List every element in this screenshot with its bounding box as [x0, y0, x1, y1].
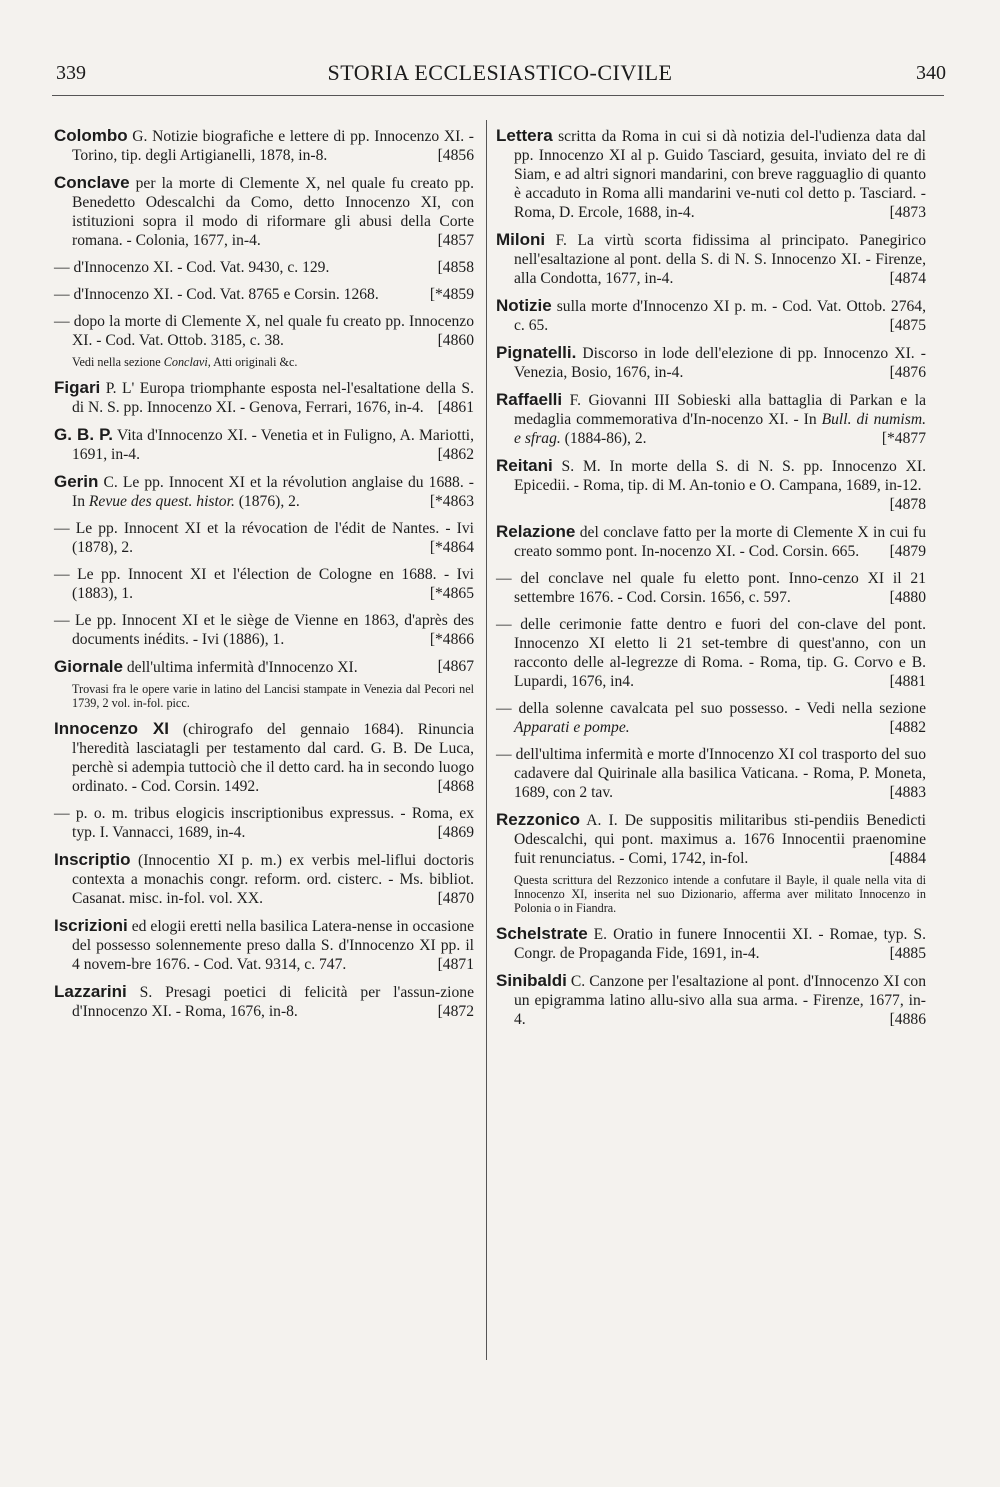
entry-4877: Raffaelli F. Giovanni III Sobieski alla battaglia di Parkan e la medaglia commemorativa d'In-nocenzo XI. - In Bull. di numism. e sfrag. (1884-86), 2. [*4877 [496, 390, 926, 447]
entry-number: [4872 [437, 1003, 474, 1020]
entry-4864: — Le pp. Innocent XI et la révocation de l'édit de Nantes. - Ivi (1878), 2. [*4864 [54, 520, 474, 556]
entry-4862: G. B. P. Vita d'Innocenzo XI. - Venetia et in Fuligno, A. Mariotti, 1691, in-4. [4862 [54, 425, 475, 463]
entry-4885: Schelstrate E. Oratio in funere Innocentii XI. - Romae, typ. S. Congr. de Propaganda Fide, 1691, in-4. [4885 [496, 924, 926, 962]
entry-4886: Sinibaldi C. Canzone per l'esaltazione al pont. d'Innocenzo XI con un epigramma latino allu-sivo alla sua arma. - Firenze, 1677, in-4. [4886 [496, 971, 926, 1028]
entry-number: [4869 [437, 824, 474, 841]
entry-4881: — delle cerimonie fatte dentro e fuori del con-clave del pont. Innocenzo XI eletto li 21 set-tembre di quest'anno, con un racconto delle al-legrezze di Roma. - Roma, tip. G. Corvo e B. Lupardi, 1676, in4. [4881 [496, 616, 926, 690]
entry-4868: Innocenzo XI (chirografo del gennaio 1684). Rinuncia l'heredità lasciatagli per testamento dal card. G. B. De Luca, perchè si adempia tuttociò che il detto card. ha in secondo luogo ordinato. - Cod. Corsin. 1492. [4868 [54, 719, 474, 795]
entry-4874: Miloni F. La virtù scorta fidissima al principato. Panegirico nell'esaltazione al pont. della S. di N. S. Innocenzo XI. - Firenze, alla Condotta, 1677, in-4. [4874 [496, 230, 926, 287]
entry-4878: Reitani S. M. In morte della S. di N. S. pp. Innocenzo XI. Epicedii. - Roma, tip. di M. An-tonio e O. Campana, 1689, in-12. [4878 [496, 456, 926, 513]
entry-number: [4879 [889, 543, 926, 560]
entry-4880: — del conclave nel quale fu eletto pont. Inno-cenzo XI il 21 settembre 1676. - Cod. Corsin. 1656, c. 597. [4880 [496, 570, 926, 606]
header-rule [52, 95, 944, 96]
entry-4858: — d'Innocenzo XI. - Cod. Vat. 9430, c. 129. [4858 [54, 259, 474, 276]
entry-4860: — dopo la morte di Clemente X, nel quale fu creato pp. Innocenzo XI. - Cod. Vat. Ottob. 3185, c. 38. [4860 [54, 313, 474, 349]
entry-number: [4883 [889, 784, 926, 801]
entry-4856: Colombo G. Notizie biografiche e lettere di pp. Innocenzo XI. - Torino, tip. degli Artigianelli, 1878, in-8. [4856 [54, 126, 474, 164]
entry-number: [4874 [889, 270, 926, 287]
entry-number: [4856 [437, 147, 474, 164]
entry-number: [4860 [437, 332, 474, 349]
entry-4871: Iscrizioni ed elogii eretti nella basilica Latera-nense in occasione del possesso solennemente preso dalla S. d'Innocenzo XI pp. il 4 novem-bre 1676. - Cod. Vat. 9314, c. 747. [4871 [54, 916, 474, 973]
entry-number: [4871 [437, 956, 474, 973]
entry-number: [*4863 [429, 493, 474, 510]
page-number-left: 339 [56, 62, 86, 84]
entry-number: [*4864 [429, 539, 474, 556]
entry-4869: — p. o. m. tribus elogicis inscriptionibus expressus. - Roma, ex typ. I. Vannacci, 1689, in-4. [4869 [54, 805, 474, 841]
entry-number: [4881 [889, 673, 926, 690]
right-column [496, 126, 926, 1037]
entry-note: Vedi nella sezione Conclavi, Atti originali &c. [72, 355, 298, 369]
entry-4873: Lettera scritta da Roma in cui si dà notizia del-l'udienza data dal pp. Innocenzo XI al p. Guido Tasciard, gesuita, inviato del re di Siam, e ad altri signori mandarini, con breve ragguaglio di quanto è accaduto in Roma alli mandarini ve-nuti col detto p. Tasciard. - Roma, D. Ercole, 1688, in-4. [4873 [496, 126, 926, 221]
entry-4879: Relazione del conclave fatto per la morte di Clemente X in cui fu creato sommo pont. In-nocenzo XI. - Cod. Corsin. 665. [4879 [496, 522, 926, 560]
entry-number: [4862 [437, 446, 474, 463]
entry-number: [4858 [437, 259, 474, 276]
entry-4863: Gerin C. Le pp. Innocent XI et la révolution anglaise du 1688. - In Revue des quest. histor. (1876), 2. [*4863 [54, 472, 474, 510]
entry-4867: Giornale dell'ultima infermità d'Innocenzo XI. [4867 [54, 657, 474, 676]
entry-4865: — Le pp. Innocent XI et l'élection de Cologne en 1688. - Ivi (1883), 1. [*4865 [54, 566, 474, 602]
entry-4859: — d'Innocenzo XI. - Cod. Vat. 8765 e Corsin. 1268. [*4859 [54, 286, 474, 303]
page-number-right: 340 [916, 62, 946, 84]
entry-number: [*4859 [429, 286, 474, 303]
entry-number: [4867 [437, 658, 474, 675]
entry-4872: Lazzarini S. Presagi poetici di felicità per l'assun-zione d'Innocenzo XI. - Roma, 1676, in-8. [4872 [54, 982, 474, 1020]
page-header [40, 58, 960, 92]
entry-number: [4878 [889, 496, 926, 513]
entry-number: [4882 [889, 719, 926, 736]
entry-number: [4870 [437, 890, 474, 907]
entry-4870: Inscriptio (Innocentio XI p. m.) ex verbis mel-liflui doctoris contexta a monachis congr. reform. ord. cisterc. - Ms. bibliot. Casanat. misc. in-fol. vol. XX. [4870 [54, 850, 474, 907]
entry-4875: Notizie sulla morte d'Innocenzo XI p. m. - Cod. Vat. Ottob. 2764, c. 65. [4875 [496, 296, 926, 334]
entry-number: [4875 [889, 317, 926, 334]
entry-4857: Conclave per la morte di Clemente X, nel quale fu creato pp. Benedetto Odescalchi da Como, detto Innocenzo XI, con istituzioni sopra il modo di riformare gli abusi della Corte romana. - Colonia, 1677, in-4. [4857 [54, 173, 474, 249]
entry-number: [*4866 [429, 631, 474, 648]
entry-number: [4876 [889, 364, 926, 381]
entry-4876: Pignatelli. Discorso in lode dell'elezione di pp. Innocenzo XI. - Venezia, Bosio, 1676, in-4. [4876 [496, 343, 926, 381]
entry-4884: Rezzonico A. I. De suppositis militaribus sti-pendiis Benedicti Odescalchi, qui pont. maximus a. 1676 Innocentii praenomine fuit renunciatus. - Comi, 1742, in-fol. [4884 [496, 810, 926, 867]
entry-note: Questa scrittura del Rezzonico intende a confutare il Bayle, il quale nella vita di Innocenzo XI, inserita nel suo Dizionario, afferma aver militato Innocenzo in Polonia o in Fiandra. [514, 873, 926, 915]
entry-number: [4873 [889, 204, 926, 221]
entry-number: [*4865 [429, 585, 474, 602]
entry-4883: — dell'ultima infermità e morte d'Innocenzo XI col trasporto del suo cadavere dal Quirinale alla basilica Vaticana. - Roma, P. Moneta, 1689, con 2 tav. [4883 [496, 746, 926, 801]
entry-number: [4886 [889, 1011, 926, 1028]
entry-number: [4861 [437, 399, 474, 416]
entry-number: [*4877 [881, 430, 926, 447]
entry-4882: — della solenne cavalcata pel suo possesso. - Vedi nella sezione Apparati e pompe. [4882 [496, 700, 926, 736]
entry-number: [4880 [889, 589, 926, 606]
entry-number: [4857 [437, 232, 474, 249]
entry-number: [4868 [437, 778, 474, 795]
entry-4866: — Le pp. Innocent XI et le siège de Vienne en 1863, d'après des documents inédits. - Ivi (1886), 1. [*4866 [54, 612, 474, 648]
left-column [54, 126, 474, 1029]
entry-number: [4885 [889, 945, 926, 962]
entry-note: Trovasi fra le opere varie in latino del Lancisi stampate in Venezia dal Pecori nel 1739, 2 vol. in-fol. picc. [72, 682, 474, 710]
column-divider [486, 120, 487, 1360]
running-title: STORIA ECCLESIASTICO-CIVILE [327, 60, 673, 85]
entry-4861: Figari P. L' Europa triomphante esposta nel-l'esaltatione della S. di N. S. pp. Innocenzo XI. - Genova, Ferrari, 1676, in-4. [4861 [54, 378, 474, 416]
entry-number: [4884 [889, 850, 926, 867]
